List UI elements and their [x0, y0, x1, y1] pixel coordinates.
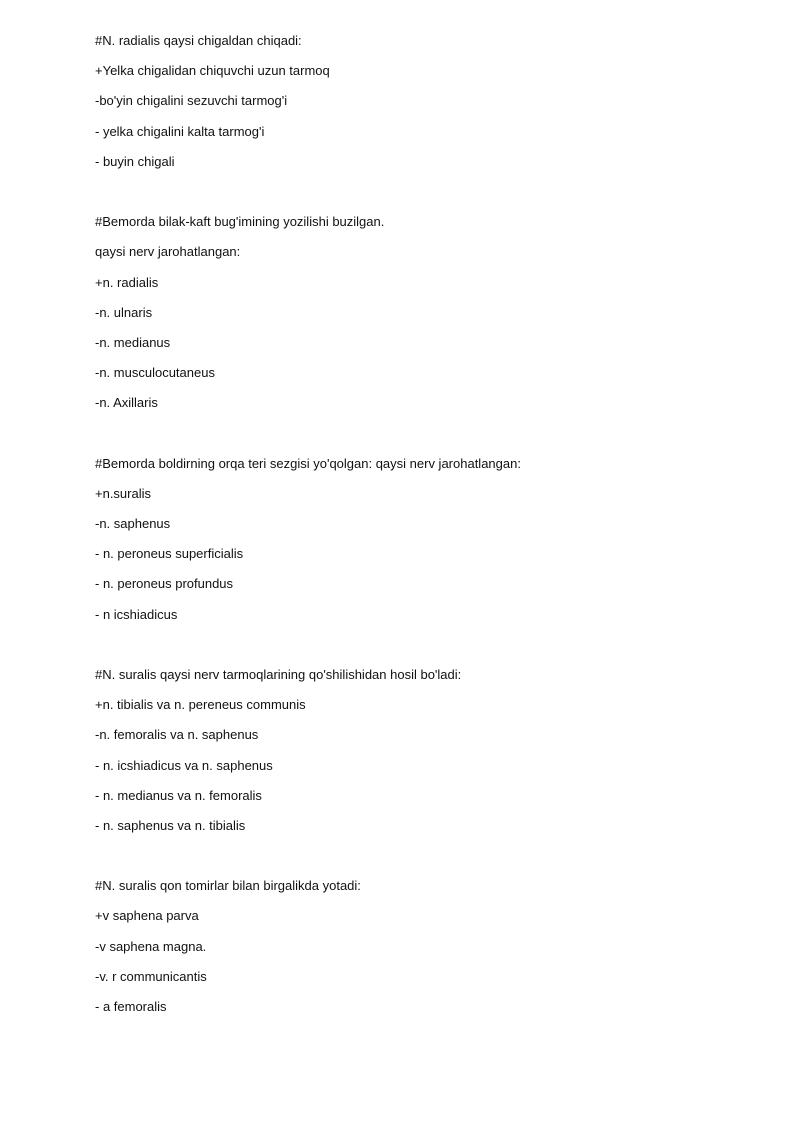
answer-option: - n. icshiadicus va n. saphenus	[95, 757, 273, 773]
answer-option: - a femoralis	[95, 999, 167, 1014]
question-block-1	[95, 26, 735, 177]
answer-option: -n. musculocutaneus	[95, 365, 215, 381]
question-block-5	[95, 871, 735, 1022]
answer-option: -n. femoralis va n. saphenus	[95, 727, 259, 743]
answer-option: -n. medianus	[95, 334, 171, 350]
answer-option: - n. medianus va n. femoralis	[95, 787, 262, 803]
question-block-4	[95, 660, 735, 841]
question-text: #N. suralis qaysi nerv tarmoqlarining qo'shilishidan hosil bo'ladi:	[95, 666, 462, 682]
answer-option-correct: +n.suralis	[95, 485, 151, 501]
answer-option-correct: +Yelka chigalidan chiquvchi uzun tarmoq	[95, 63, 330, 79]
answer-option: -v saphena magna.	[95, 938, 207, 954]
question-text-continued: qaysi nerv jarohatlangan:	[95, 244, 241, 260]
answer-option: - n. saphenus va n. tibialis	[95, 817, 246, 833]
document-body	[95, 26, 735, 1022]
answer-option: - n. peroneus profundus	[95, 576, 234, 592]
question-text: #N. radialis qaysi chigaldan chiqadi:	[95, 33, 302, 48]
answer-option-correct: +n. radialis	[95, 274, 159, 290]
answer-option-correct: +n. tibialis va n. pereneus communis	[95, 697, 306, 713]
answer-option: - yelka chigalini kalta tarmog'i	[95, 123, 265, 139]
answer-option: - n icshiadicus	[95, 606, 178, 622]
answer-option: -n. Axillaris	[95, 395, 158, 411]
answer-option: - buyin chigali	[95, 153, 175, 169]
answer-option: -n. ulnaris	[95, 304, 153, 320]
answer-option: - n. peroneus superficialis	[95, 546, 244, 562]
question-text: #N. suralis qon tomirlar bilan birgalikda yotadi:	[95, 878, 361, 894]
answer-option-correct: +v saphena parva	[95, 908, 199, 924]
question-block-3	[95, 449, 735, 630]
answer-option: -bo'yin chigalini sezuvchi tarmog'i	[95, 93, 288, 109]
answer-option: -v. r communicantis	[95, 968, 207, 984]
question-text: #Bemorda bilak-kaft bug'imining yozilishi buzilgan.	[95, 214, 385, 230]
question-block-2	[95, 207, 735, 418]
answer-option: -n. saphenus	[95, 516, 171, 531]
question-text: #Bemorda boldirning orqa teri sezgisi yo'qolgan: qaysi nerv jarohatlangan:	[95, 455, 521, 471]
